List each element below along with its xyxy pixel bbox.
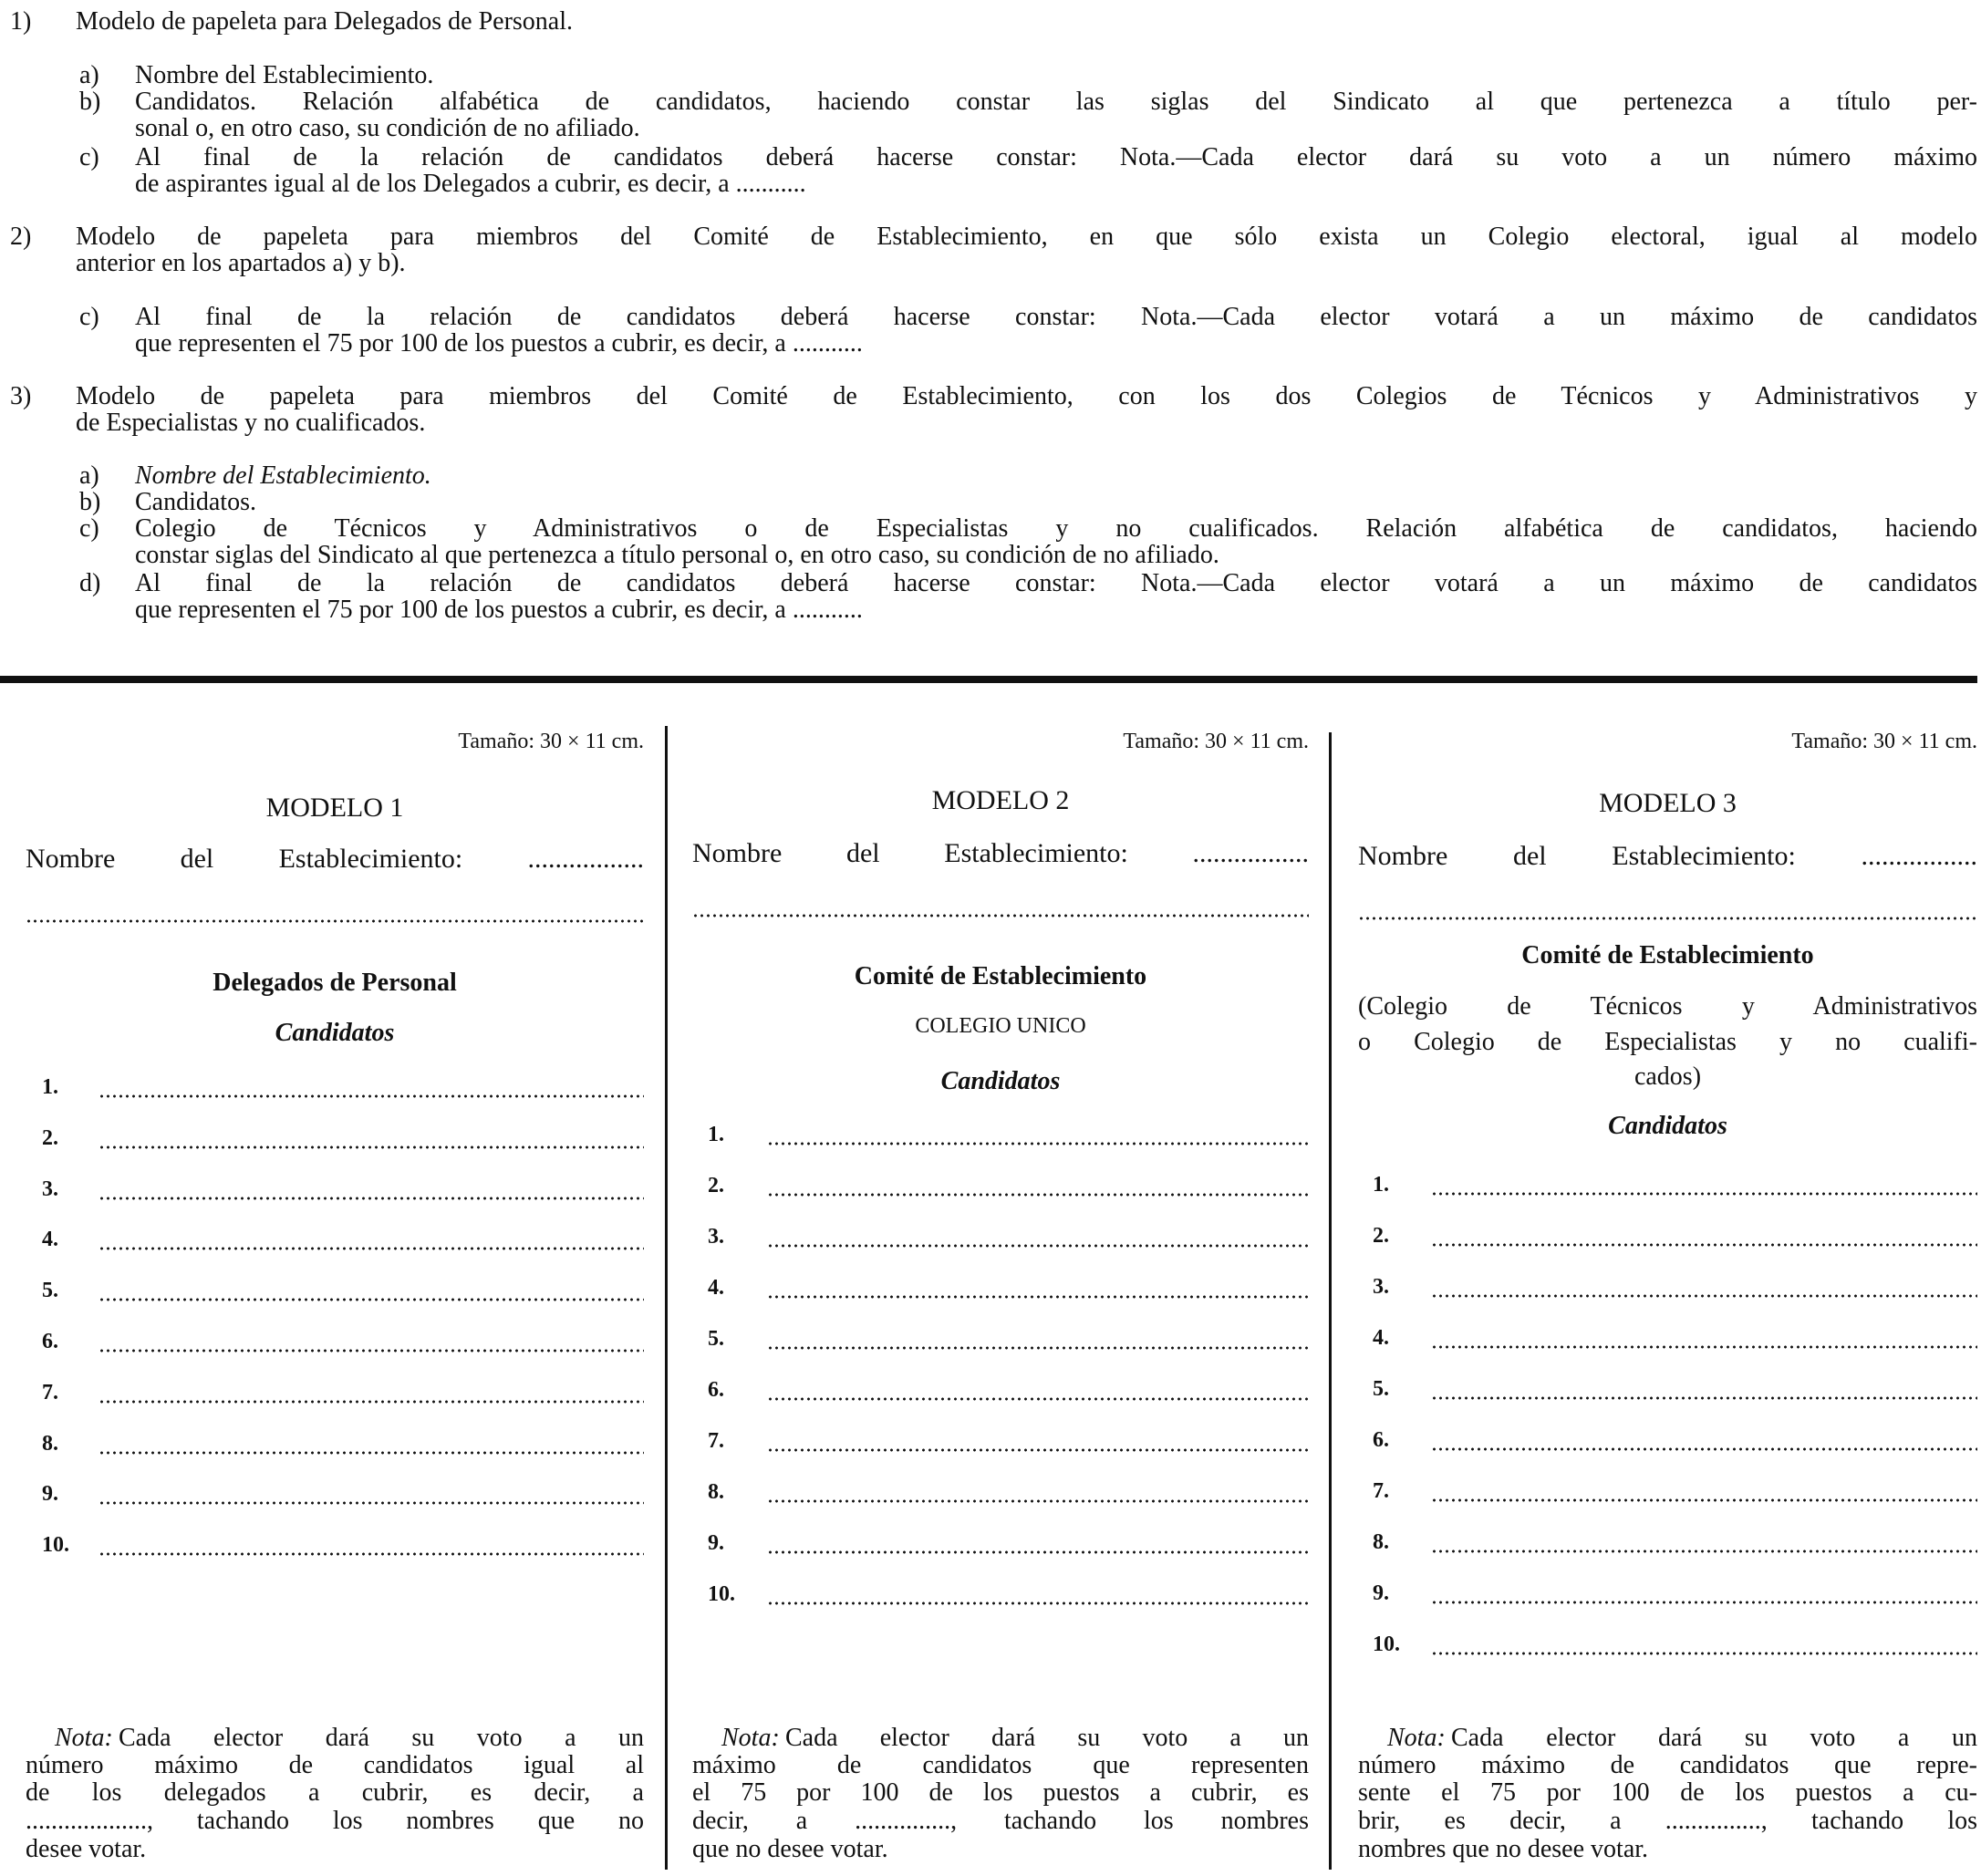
nota-label: Nota: [721, 1724, 780, 1752]
establishment-name-field: Nombre del Establecimiento: ................. [692, 838, 1309, 868]
dotted-fill-line [1431, 1396, 1977, 1400]
dotted-fill-line [1358, 917, 1977, 920]
sub-item-letter: a) [79, 61, 99, 89]
nota-text: ..................., tachando los nombres que no [26, 1807, 644, 1835]
item-number: 1) [10, 7, 32, 36]
instruction-text: Modelo de papeleta para miembros del Comité de Establecimiento, con los dos Colegios de Técnicos y Administrativos y [76, 382, 1977, 410]
model-title: MODELO 3 [1599, 788, 1737, 818]
candidates-label: Candidatos [275, 1019, 395, 1047]
sub-item-text: sonal o, en otro caso, su condición de no afiliado. [135, 114, 640, 142]
dotted-fill-line [767, 1448, 1309, 1452]
section-divider-rule [0, 676, 1977, 683]
sub-item-text: Colegio de Técnicos y Administrativos o de Especialistas y no cualificados. Relación alfabética de candidatos, haciendo [135, 514, 1977, 543]
candidate-number: 9. [42, 1482, 58, 1507]
candidate-number: 9. [708, 1531, 724, 1555]
instruction-text: anterior en los apartados a) y b). [76, 249, 406, 277]
candidate-number: 1. [1373, 1173, 1389, 1197]
candidate-number: 4. [42, 1228, 58, 1252]
dotted-fill-line [99, 1298, 644, 1301]
dotted-fill-line [1431, 1294, 1977, 1298]
dotted-fill-line [99, 1400, 644, 1404]
dotted-fill-line [1431, 1550, 1977, 1553]
sub-item-text: que representen el 75 por 100 de los puestos a cubrir, es decir, a ........... [135, 596, 863, 624]
nota-text: el 75 por 100 de los puestos a cubrir, es [692, 1778, 1309, 1807]
sub-item-letter: b) [79, 88, 101, 116]
nota-text: Cada elector dará su voto a un [119, 1724, 644, 1752]
ballot-subheading: (Colegio de Técnicos y Administrativos [1358, 992, 1977, 1021]
candidate-number: 8. [42, 1431, 58, 1456]
sub-item-text: constar siglas del Sindicato al que pertenezca a título personal o, en otro caso, su condición de no afiliado. [135, 541, 1219, 569]
sub-item-text: Al final de la relación de candidatos deberá hacerse constar: Nota.—Cada elector dará su voto a un número máximo [135, 143, 1977, 171]
candidate-number: 2. [42, 1125, 58, 1150]
candidate-number: 3. [708, 1225, 724, 1249]
nota-text: nombres que no desee votar. [1358, 1835, 1649, 1863]
sub-item-letter: a) [79, 461, 99, 490]
dotted-fill-line [1431, 1192, 1977, 1196]
nota-text: Cada elector dará su voto a un [1451, 1724, 1977, 1752]
candidates-label: Candidatos [1608, 1112, 1727, 1140]
instruction-text: Modelo de papeleta para miembros del Comité de Establecimiento, en que sólo exista un Colegio electoral, igual al modelo [76, 223, 1977, 251]
sub-item-text: Nombre del Establecimiento. [135, 61, 434, 89]
establishment-name-field: Nombre del Establecimiento: ................. [1358, 841, 1977, 871]
nota-text: número máximo de candidatos que repre- [1358, 1751, 1977, 1779]
dotted-fill-line [99, 1349, 644, 1353]
dotted-fill-line [1431, 1498, 1977, 1502]
candidate-number: 5. [708, 1327, 724, 1351]
sub-item-text: Al final de la relación de candidatos deberá hacerse constar: Nota.—Cada elector votará a un máximo de candidatos [135, 303, 1977, 331]
dotted-fill-line [26, 919, 644, 923]
sub-item-text: Nombre del Establecimiento. [135, 461, 431, 490]
column-divider [1329, 732, 1332, 1870]
candidates-label: Candidatos [940, 1067, 1061, 1095]
candidate-number: 6. [42, 1330, 58, 1353]
candidate-number: 3. [42, 1176, 58, 1201]
dotted-fill-line [767, 1295, 1309, 1299]
candidate-number: 7. [708, 1429, 724, 1453]
dotted-fill-line [692, 914, 1309, 917]
candidate-number: 10. [1373, 1632, 1400, 1656]
item-number: 2) [10, 223, 32, 251]
sub-item-text: de aspirantes igual al de los Delegados a cubrir, es decir, a ........... [135, 170, 806, 198]
instruction-text: Modelo de papeleta para Delegados de Personal. [76, 7, 574, 36]
sub-item-letter: c) [79, 143, 99, 171]
ballot-heading: Delegados de Personal [213, 969, 457, 997]
nota-text: Cada elector dará su voto a un [785, 1724, 1309, 1752]
nota-text: que no desee votar. [692, 1835, 888, 1863]
ballot-subheading: COLEGIO UNICO [915, 1014, 1086, 1038]
dotted-fill-line [1431, 1652, 1977, 1655]
dotted-fill-line [99, 1247, 644, 1250]
nota-text: máximo de candidatos que representen [692, 1751, 1309, 1779]
candidate-number: 2. [708, 1174, 724, 1197]
dotted-fill-line [99, 1501, 644, 1505]
dotted-fill-line [767, 1499, 1309, 1503]
dotted-fill-line [767, 1346, 1309, 1350]
candidate-number: 5. [1373, 1377, 1389, 1401]
ballot-heading: Comité de Establecimiento [1521, 941, 1814, 969]
column-divider [665, 726, 668, 1870]
ballot-subheading: cados) [1634, 1062, 1702, 1091]
dotted-fill-line [767, 1193, 1309, 1197]
candidate-number: 10. [42, 1533, 69, 1558]
dotted-fill-line [1431, 1447, 1977, 1451]
establishment-name-field: Nombre del Establecimiento: ................. [26, 844, 644, 874]
dotted-fill-line [767, 1397, 1309, 1401]
dotted-fill-line [99, 1145, 644, 1149]
nota-text: brir, es decir, a ..............., tachando los [1358, 1807, 1977, 1835]
candidate-number: 7. [1373, 1479, 1389, 1503]
sub-item-text: Candidatos. [135, 488, 256, 516]
candidate-number: 2. [1373, 1224, 1389, 1248]
nota-text: de los delegados a cubrir, es decir, a [26, 1778, 644, 1807]
nota-text: desee votar. [26, 1835, 147, 1863]
candidate-number: 1. [708, 1123, 724, 1146]
dotted-fill-line [767, 1601, 1309, 1605]
dotted-fill-line [1431, 1243, 1977, 1247]
nota-text: sente el 75 por 100 de los puestos a cu- [1358, 1778, 1977, 1807]
dotted-fill-line [99, 1552, 644, 1556]
model-title: MODELO 2 [931, 785, 1070, 815]
ballot-subheading: o Colegio de Especialistas y no cualifi- [1358, 1028, 1977, 1056]
dotted-fill-line [99, 1094, 644, 1098]
candidate-number: 8. [708, 1480, 724, 1504]
size-label: Tamaño: 30 × 11 cm. [458, 730, 644, 753]
sub-item-letter: d) [79, 569, 101, 597]
ballot-heading: Comité de Establecimiento [854, 962, 1147, 990]
candidate-number: 3. [1373, 1275, 1389, 1299]
dotted-fill-line [1431, 1345, 1977, 1349]
sub-item-text: que representen el 75 por 100 de los puestos a cubrir, es decir, a ........... [135, 329, 863, 358]
dotted-fill-line [767, 1142, 1309, 1145]
nota-text: número máximo de candidatos igual al [26, 1751, 644, 1779]
candidate-number: 6. [1373, 1428, 1389, 1452]
dotted-fill-line [1431, 1601, 1977, 1604]
candidate-number: 1. [42, 1075, 58, 1099]
candidate-number: 10. [708, 1582, 735, 1606]
candidate-number: 6. [708, 1378, 724, 1402]
candidate-number: 4. [708, 1276, 724, 1300]
sub-item-letter: c) [79, 303, 99, 331]
candidate-number: 7. [42, 1380, 58, 1404]
size-label: Tamaño: 30 × 11 cm. [1791, 730, 1977, 753]
candidate-number: 4. [1373, 1326, 1389, 1350]
model-title: MODELO 1 [265, 793, 404, 823]
nota-text: decir, a ..............., tachando los nombres [692, 1807, 1309, 1835]
dotted-fill-line [99, 1451, 644, 1455]
sub-item-letter: c) [79, 514, 99, 543]
size-label: Tamaño: 30 × 11 cm. [1123, 730, 1309, 753]
sub-item-letter: b) [79, 488, 101, 516]
sub-item-text: Al final de la relación de candidatos deberá hacerse constar: Nota.—Cada elector votará a un máximo de candidatos [135, 569, 1977, 597]
sub-item-text: Candidatos. Relación alfabética de candidatos, haciendo constar las siglas del Sindicato al que pertenezca a título per- [135, 88, 1977, 116]
dotted-fill-line [767, 1244, 1309, 1248]
candidate-number: 5. [42, 1279, 58, 1303]
item-number: 3) [10, 382, 32, 410]
nota-label: Nota: [55, 1724, 113, 1752]
candidate-number: 8. [1373, 1530, 1389, 1554]
candidate-number: 9. [1373, 1581, 1389, 1605]
dotted-fill-line [99, 1197, 644, 1200]
dotted-fill-line [767, 1550, 1309, 1554]
instruction-text: de Especialistas y no cualificados. [76, 409, 426, 437]
nota-label: Nota: [1387, 1724, 1446, 1752]
